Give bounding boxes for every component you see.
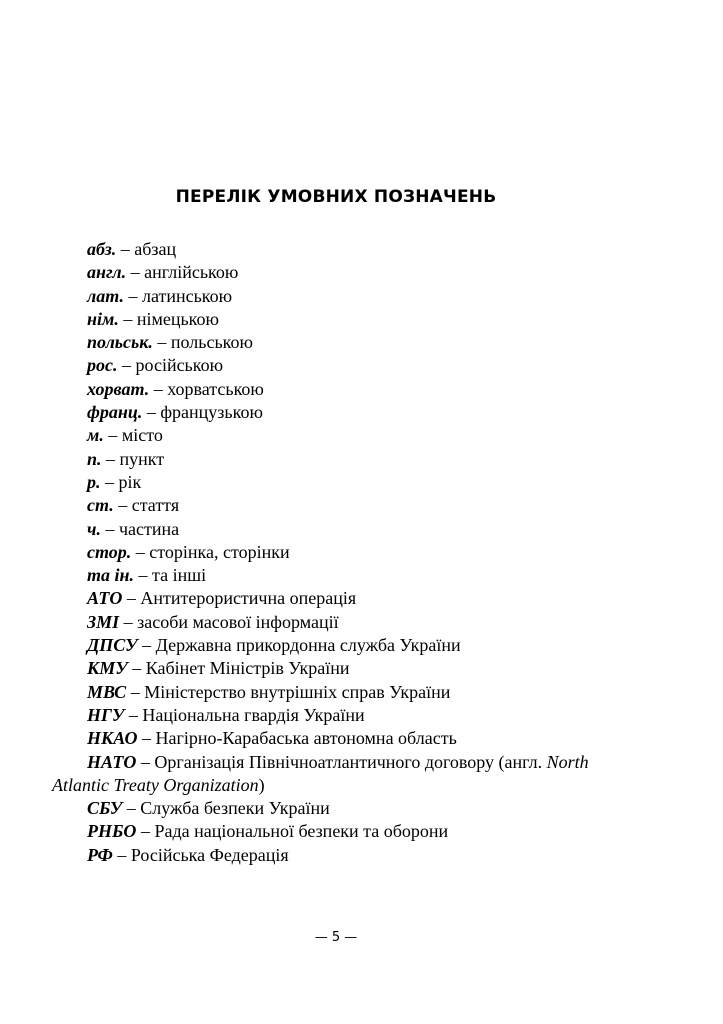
definition: – Антитерористична операція bbox=[122, 588, 357, 609]
list-item bbox=[52, 634, 632, 657]
abbreviation: м. bbox=[87, 425, 104, 446]
definition: – Кабінет Міністрів України bbox=[127, 658, 350, 679]
abbreviation: ст. bbox=[87, 495, 114, 516]
list-item bbox=[52, 657, 632, 680]
list-item bbox=[52, 285, 632, 308]
abbreviation: СБУ bbox=[87, 798, 123, 819]
definition: – хорватською bbox=[149, 378, 264, 399]
abbreviation: ЗМІ bbox=[87, 611, 120, 632]
list-item bbox=[52, 331, 632, 354]
abbreviation: ДПСУ bbox=[87, 635, 138, 656]
list-item bbox=[52, 587, 632, 610]
definition: – французькою bbox=[142, 402, 263, 423]
definition: – англійською bbox=[126, 262, 239, 283]
abbreviation: РФ bbox=[87, 844, 113, 865]
definition: – Організація Північноатлантичного договору (англ. bbox=[136, 751, 547, 772]
list-item bbox=[52, 820, 632, 843]
definition: – Нагірно-Карабаська автономна область bbox=[137, 728, 457, 749]
definition: – частина bbox=[100, 518, 180, 539]
definition: – німецькою bbox=[118, 308, 219, 329]
definition: – місто bbox=[103, 425, 163, 446]
abbreviation: лат. bbox=[87, 285, 124, 306]
abbreviation: польськ. bbox=[87, 332, 153, 353]
abbreviation: НАТО bbox=[87, 751, 137, 772]
list-item bbox=[52, 308, 632, 331]
list-item bbox=[52, 494, 632, 517]
abbreviation: КМУ bbox=[87, 658, 128, 679]
abbreviation: абз. bbox=[87, 239, 117, 259]
abbreviation: п. bbox=[87, 448, 102, 469]
list-item bbox=[52, 238, 632, 261]
definition: – рік bbox=[100, 471, 142, 492]
list-item bbox=[52, 797, 632, 820]
abbreviation: ч. bbox=[87, 518, 101, 539]
definition: – пункт bbox=[101, 448, 165, 469]
list-item bbox=[52, 354, 632, 377]
list-item bbox=[52, 518, 632, 541]
abbreviation-list bbox=[52, 238, 632, 867]
list-item bbox=[52, 424, 632, 447]
definition: – російською bbox=[117, 355, 224, 376]
definition: – Національна гвардія України bbox=[124, 704, 365, 725]
abbreviation: хорват. bbox=[87, 378, 150, 399]
list-item bbox=[52, 541, 632, 564]
definition: – стаття bbox=[113, 495, 180, 516]
abbreviation: рос. bbox=[87, 355, 118, 376]
definition: – та інші bbox=[134, 565, 207, 586]
english-name: North Atlantic Treaty Organization bbox=[52, 751, 589, 795]
definition: – абзац bbox=[116, 239, 177, 259]
abbreviation: РНБО bbox=[87, 821, 137, 842]
definition: – Рада національної безпеки та оборони bbox=[136, 821, 449, 842]
list-item bbox=[52, 704, 632, 727]
abbreviation: МВС bbox=[87, 681, 127, 702]
abbreviation: АТО bbox=[87, 588, 123, 609]
list-item bbox=[52, 844, 632, 867]
list-item bbox=[52, 727, 632, 750]
list-item bbox=[52, 681, 632, 704]
list-item bbox=[52, 564, 632, 587]
abbreviation: та ін. bbox=[87, 565, 134, 586]
definition: – Міністерство внутрішніх справ України bbox=[126, 681, 451, 702]
abbreviation: англ. bbox=[87, 262, 127, 283]
list-item bbox=[52, 611, 632, 634]
list-item-nato bbox=[52, 751, 632, 798]
abbreviation: нім. bbox=[87, 308, 119, 329]
list-item bbox=[52, 471, 632, 494]
definition: – Служба безпеки України bbox=[122, 798, 330, 819]
definition: – Державна прикордонна служба України bbox=[137, 635, 461, 656]
definition: – польською bbox=[152, 332, 253, 353]
abbreviation: НКАО bbox=[87, 728, 138, 749]
list-item bbox=[52, 261, 632, 284]
list-item bbox=[52, 401, 632, 424]
abbreviation: стор. bbox=[87, 541, 132, 562]
list-item bbox=[52, 448, 632, 471]
abbreviation: франц. bbox=[87, 402, 143, 423]
page-number: — 5 — bbox=[314, 930, 358, 945]
page-title: ПЕРЕЛІК УМОВНИХ ПОЗНАЧЕНЬ bbox=[175, 187, 497, 207]
definition: – латинською bbox=[123, 285, 233, 306]
definition: – засоби масової інформації bbox=[119, 611, 339, 632]
list-item bbox=[52, 378, 632, 401]
definition-end: ) bbox=[258, 774, 265, 795]
definition: – сторінка, сторінки bbox=[131, 541, 290, 562]
abbreviation: НГУ bbox=[87, 704, 125, 725]
abbreviation: р. bbox=[87, 471, 101, 492]
definition: – Російська Федерація bbox=[112, 844, 289, 865]
